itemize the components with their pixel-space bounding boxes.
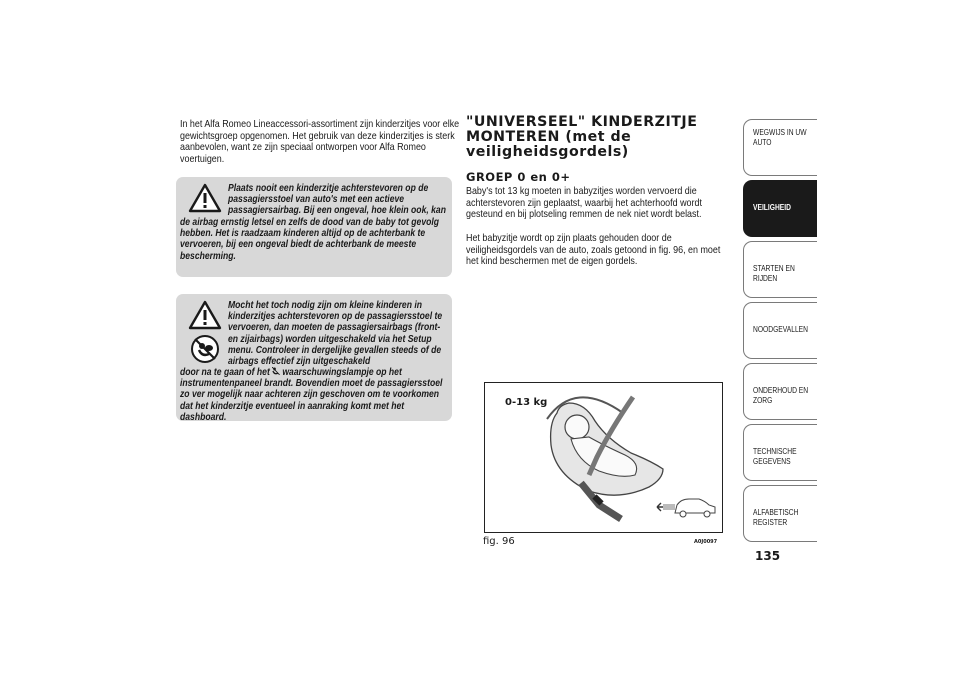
section-title: "UNIVERSEEL" KINDERZITJE MONTEREN (met de veiligheidsgordels) bbox=[466, 114, 698, 160]
warning-triangle-icon bbox=[188, 183, 222, 213]
warning1-text-bottom: de airbag ernstig letsel en zelfs de dood van de baby tot gevolg hebben. Het is raadzaam kinderen altijd op de achterbank te vervoeren, bij een ongeval biedt de achterbank de meeste bescherming. bbox=[180, 217, 440, 262]
tab-label: STARTEN EN RIJDEN bbox=[753, 263, 795, 283]
subsection-title: GROEP 0 en 0+ bbox=[466, 170, 571, 184]
tab-label: ONDERHOUD EN ZORG bbox=[753, 385, 809, 405]
warning2-text-bottom bbox=[180, 367, 448, 423]
warning2-text-bottom-pre: door na te gaan of het bbox=[180, 367, 270, 378]
paragraph-seatbelt: Het babyzitje wordt op zijn plaats gehouden door de veiligheidsgordels van de auto, zoals getoond in fig. 96, en moet het kind beschermen met de eigen gordels. bbox=[466, 233, 721, 268]
warning2-text-bottom-post: waarschuwingslampje op het instrumentenpaneel brandt. Bovendien moet de passagiersstoel zo ver mogelijk naar achteren zijn geschoven om te voorkomen dat het kinderzitje eventueel in aanraking komt met het dashboard. bbox=[180, 367, 443, 423]
warning-box-airbag-deactivation bbox=[176, 294, 452, 421]
tab-alfabetisch-register[interactable] bbox=[743, 485, 817, 542]
tab-technische-gegevens[interactable] bbox=[743, 424, 817, 481]
warning1-text-top: Plaats nooit een kinderzitje achterstevoren op de passagiersstoel van auto's met een actieve passagiersairbag. Bij een ongeval, hoe klein ook, kan bbox=[228, 183, 446, 217]
tab-onderhoud[interactable] bbox=[743, 363, 817, 420]
tab-wegwijs[interactable] bbox=[743, 119, 817, 176]
passenger-airbag-off-icon bbox=[190, 334, 220, 364]
figure-weight-label: 0-13 kg bbox=[505, 397, 548, 408]
tab-label: TECHNISCHE GEGEVENS bbox=[753, 446, 797, 466]
warning-box-rear-facing bbox=[176, 177, 452, 277]
tab-label: VEILIGHEID bbox=[753, 202, 791, 212]
warning2-text-top: Mocht het toch nodig zijn om kleine kinderen in kinderzitjes achterstevoren op de passagiersstoel te vervoeren, dan moeten de passagiersairbags (front- en zijairbags) worden uitgeschakeld via het Setup menu. Controleer in dergelijke gevallen steeds of de airbags effectief zijn uitgeschakeld bbox=[228, 300, 443, 368]
paragraph-group-0: Baby's tot 13 kg moeten in babyzitjes worden vervoerd die achterstevoren zijn geplaatst, waarbij het achterhoofd wordt gesteund en bij plotseling remmen de nek niet wordt belast. bbox=[466, 186, 702, 221]
page-number: 135 bbox=[755, 549, 781, 563]
figure-code: A0J0097 bbox=[694, 539, 718, 545]
tab-label: ALFABETISCH REGISTER bbox=[753, 507, 799, 527]
tab-label: WEGWIJS IN UW AUTO bbox=[753, 127, 807, 147]
warning-triangle-icon bbox=[188, 300, 222, 330]
tab-label: NOODGEVALLEN bbox=[753, 324, 808, 334]
baby-seat-illustration bbox=[485, 383, 722, 532]
tab-noodgevallen[interactable] bbox=[743, 302, 817, 359]
airbag-off-indicator-icon bbox=[272, 367, 280, 375]
figure-caption: fig. 96 bbox=[483, 536, 515, 547]
intro-paragraph: In het Alfa Romeo Lineaccessori-assortiment zijn kinderzitjes voor elke gewichtsgroep opgenomen. Het gebruik van deze kinderzitjes is sterk aanbevolen, want ze zijn speciaal ontworpen voor Alfa Romeo voertuigen. bbox=[180, 119, 460, 165]
tab-veiligheid[interactable] bbox=[743, 180, 817, 237]
tab-starten[interactable] bbox=[743, 241, 817, 298]
figure-baby-seat bbox=[484, 382, 723, 533]
